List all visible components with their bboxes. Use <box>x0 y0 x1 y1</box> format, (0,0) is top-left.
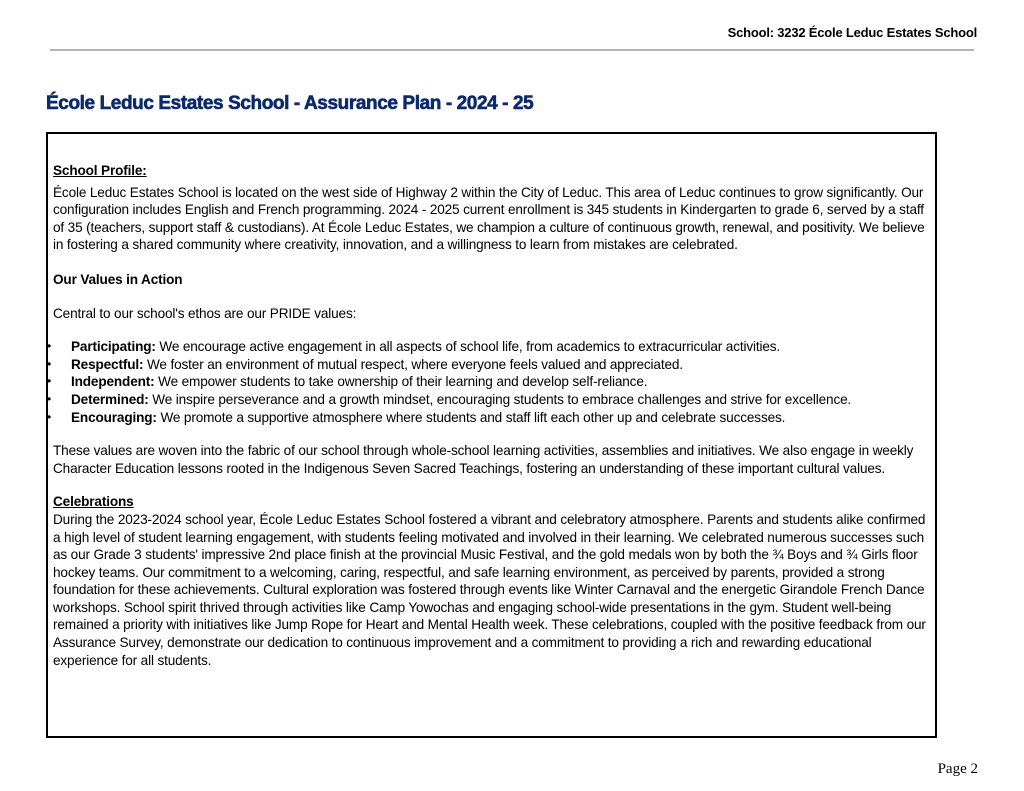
value-description: We promote a supportive atmosphere where students and staff lift each other up and celebrate successes. <box>156 409 786 425</box>
bullet-icon: • <box>47 409 52 424</box>
value-term: Independent: <box>71 374 155 390</box>
school-header-label: School: 3232 École Leduc Estates School <box>727 25 977 40</box>
school-profile-section <box>53 162 933 254</box>
value-item-encouraging <box>47 409 933 427</box>
page-number: Page 2 <box>937 761 978 777</box>
school-profile-text: École Leduc Estates School is located on the west side of Highway 2 within the City of Leduc. This area of Leduc continues to grow significantly. Our configuration includes English and French programming. 2024 - 2025 current enrollment is 345 students in Kindergarten to grade 6, served by a staff of 35 (teachers, support staff & custodians). At École Leduc Estates, we champion a culture of continuous growth, renewal, and positivity. We believe in fostering a shared community where creativity, innovation, and a willingness to learn from mistakes are celebrated. <box>53 184 925 253</box>
value-description: We encourage active engagement in all aspects of school life, from academics to extracurricular activities. <box>155 339 781 355</box>
value-term: Encouraging: <box>71 409 157 425</box>
value-description: We empower students to take ownership of their learning and develop self-reliance. <box>154 374 648 390</box>
values-heading: Our Values in Action <box>53 271 183 287</box>
value-item-participating <box>47 338 933 356</box>
value-term: Determined: <box>71 391 149 407</box>
value-term: Participating: <box>71 339 156 355</box>
header-divider <box>50 49 974 51</box>
values-list <box>47 338 933 426</box>
content-box <box>46 132 937 738</box>
celebrations-section <box>53 493 933 669</box>
bullet-icon: • <box>47 356 52 371</box>
celebrations-heading: Celebrations <box>53 494 134 510</box>
celebrations-text: During the 2023-2024 school year, École Leduc Estates School fostered a vibrant and celebratory atmosphere. Parents and students alike confirmed a high level of student learning engagement, with students feeling motivated and involved in their learning. We celebrated numerous successes such as our Grade 3 students' impressive 2nd place finish at the provincial Music Festival, and the gold medals won by both the ¾ Boys and ¾ Girls floor hockey teams. Our commitment to a welcoming, caring, respectful, and safe learning environment, as perceived by parents, provided a strong foundation for these achievements. Cultural exploration was fostered through events like Winter Carnaval and the energetic Girandole French Dance workshops. School spirit thrived through activities like Camp Yowochas and engaging school-wide presentations in the gym. Student well-being remained a priority with initiatives like Jump Rope for Heart and Mental Health week. These celebrations, coupled with the positive feedback from our Assurance Survey, demonstrate our dedication to continuous improvement and a commitment to providing a rich and rewarding educational experience for all students. <box>53 511 926 668</box>
value-item-respectful <box>47 356 933 374</box>
value-description: We foster an environment of mutual respect, where everyone feels valued and appreciated. <box>143 356 683 372</box>
values-section <box>47 271 933 477</box>
value-item-independent <box>47 373 933 391</box>
bullet-icon: • <box>47 339 52 354</box>
bullet-icon: • <box>47 391 52 406</box>
school-profile-heading: School Profile: <box>53 163 147 178</box>
values-closing-text: These values are woven into the fabric of our school through whole-school learning activities, assemblies and initiatives. We also engage in weekly Character Education lessons rooted in the Indigenous Seven Sacred Teachings, fostering an understanding of these important cultural values. <box>53 443 914 476</box>
page-title: École Leduc Estates School - Assurance Plan - 2024 - 25 <box>46 93 534 114</box>
value-description: We inspire perseverance and a growth mindset, encouraging students to embrace challenges and strive for excellence. <box>148 391 852 407</box>
bullet-icon: • <box>47 374 52 389</box>
values-intro: Central to our school's ethos are our PRIDE values: <box>53 305 357 321</box>
content-body <box>47 162 933 669</box>
value-term: Respectful: <box>71 356 144 372</box>
value-item-determined <box>47 391 933 409</box>
